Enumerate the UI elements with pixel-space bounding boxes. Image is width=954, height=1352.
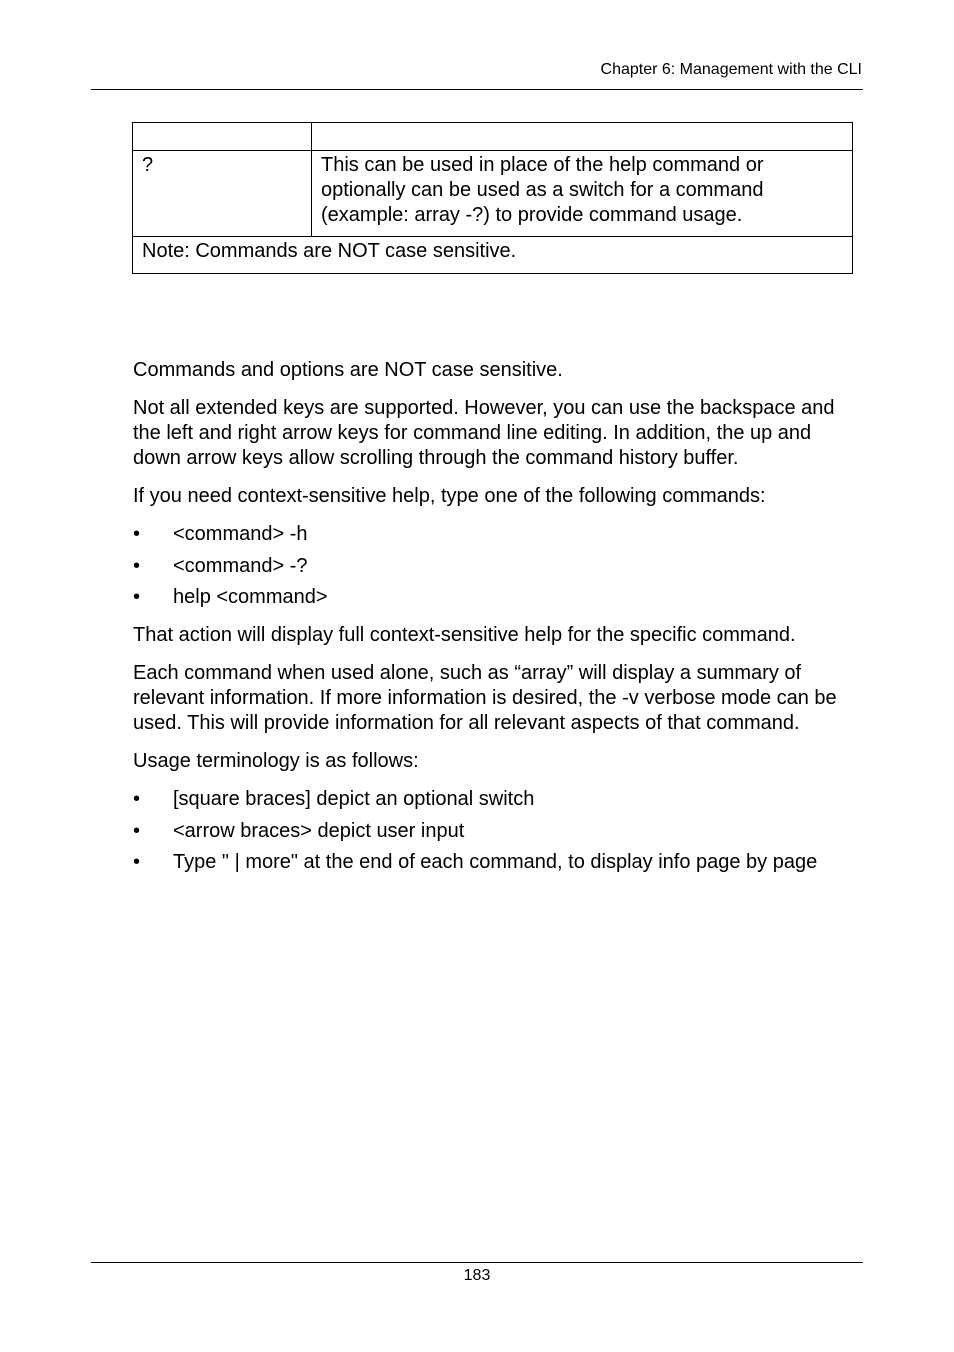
list-item-text: help <command>	[173, 586, 328, 608]
paragraph: Not all extended keys are supported. However, you can use the backspace and the left and right arrow keys for command line editing. In addition, the up and down arrow keys allow scrolling through the command history buffer.	[133, 397, 835, 469]
header-divider	[91, 89, 863, 90]
page-number: 183	[463, 1267, 491, 1284]
list-item-text: [square braces] depict an optional switch	[173, 788, 535, 810]
body-content	[133, 358, 858, 888]
command-table	[132, 122, 853, 274]
bullet-icon: •	[133, 523, 141, 545]
table-header-cell	[133, 123, 312, 151]
bullet-icon: •	[133, 788, 141, 810]
bullet-icon: •	[133, 819, 141, 842]
table-header-row	[133, 123, 853, 151]
command-cell: ?	[133, 151, 312, 237]
description-cell: This can be used in place of the help command or optionally can be used as a switch for a command (example: array -?) to provide command usage.	[312, 151, 853, 237]
bullet-icon: •	[133, 586, 141, 608]
list-item-text: Type " | more" at the end of each command, to display info page by page	[173, 851, 818, 873]
list-item	[133, 819, 858, 844]
list-item	[133, 850, 858, 875]
list-item	[133, 585, 858, 610]
list-item	[133, 787, 858, 812]
bullet-icon: •	[133, 554, 141, 577]
bullet-icon: •	[133, 851, 141, 873]
list-item	[133, 522, 858, 547]
paragraph: Each command when used alone, such as “array” will display a summary of relevant information. If more information is desired, the -v verbose mode can be used. This will provide information for all relevant aspects of that command.	[133, 662, 837, 734]
list-item-text: <command> -?	[173, 554, 308, 577]
table-note-row	[133, 237, 853, 274]
table-row	[133, 151, 853, 237]
table-note: Note: Commands are NOT case sensitive.	[133, 237, 853, 274]
paragraph: Commands and options are NOT case sensitive.	[133, 359, 563, 381]
list-item	[133, 554, 858, 579]
table-header-cell	[312, 123, 853, 151]
paragraph: Usage terminology is as follows:	[133, 750, 419, 772]
list-item-text: <command> -h	[173, 523, 308, 545]
paragraph: If you need context-sensitive help, type one of the following commands:	[133, 485, 766, 507]
paragraph: That action will display full context-sensitive help for the specific command.	[133, 624, 796, 646]
list-item-text: <arrow braces> depict user input	[173, 819, 465, 842]
chapter-header: Chapter 6: Management with the CLI	[600, 61, 862, 78]
usage-terminology-list	[133, 787, 858, 875]
help-command-list	[133, 522, 858, 610]
footer-divider	[91, 1262, 863, 1263]
